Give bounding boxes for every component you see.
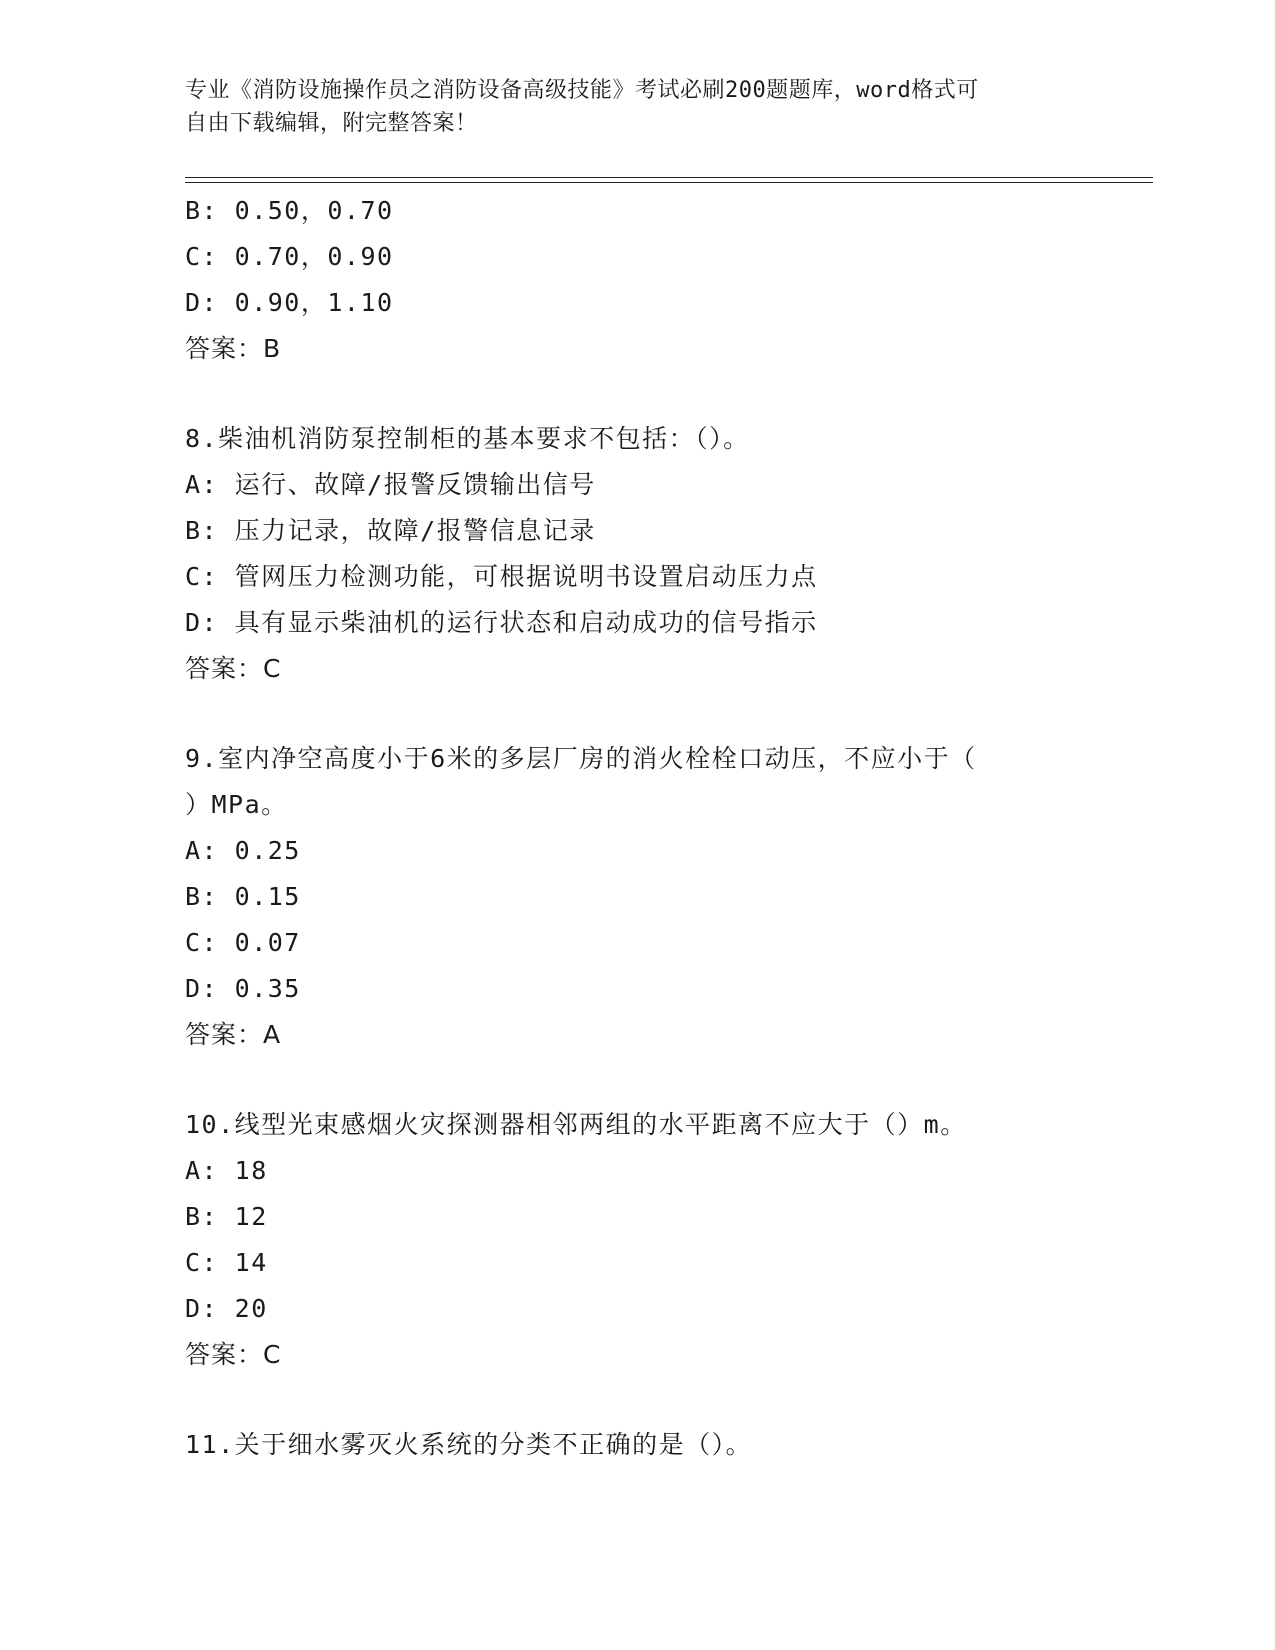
header-line-1: 专业《消防设施操作员之消防设备高级技能》考试必刷200题题库，word格式可 xyxy=(185,78,979,103)
option-a: A: 18 xyxy=(185,1156,268,1185)
prev-question-block xyxy=(185,188,1085,372)
option-d: D: 0.90，1.10 xyxy=(185,288,394,317)
header-line-2: 自由下载编辑，附完整答案！ xyxy=(185,111,478,136)
option-c: C: 管网压力检测功能，可根据说明书设置启动压力点 xyxy=(185,562,818,591)
question-block-9 xyxy=(185,736,1085,1058)
question-stem: 9.室内净空高度小于6米的多层厂房的消火栓栓口动压，不应小于（ xyxy=(185,744,977,773)
answer-line: 答案：C xyxy=(185,1340,282,1369)
question-stem: 8.柴油机消防泵控制柜的基本要求不包括：（）。 xyxy=(185,424,750,453)
header-divider-top xyxy=(185,177,1153,178)
header-divider-bottom xyxy=(185,182,1153,183)
option-d: D: 具有显示柴油机的运行状态和启动成功的信号指示 xyxy=(185,608,818,637)
question-stem-continued: ）MPa。 xyxy=(185,790,288,819)
option-b: B: 0.50，0.70 xyxy=(185,196,394,225)
option-c: C: 14 xyxy=(185,1248,268,1277)
answer-line: 答案：A xyxy=(185,1020,282,1049)
question-stem: 10.线型光束感烟火灾探测器相邻两组的水平距离不应大于（）m。 xyxy=(185,1110,967,1139)
option-a: A: 运行、故障/报警反馈输出信号 xyxy=(185,470,596,499)
answer-line: 答案：C xyxy=(185,654,282,683)
question-block-8 xyxy=(185,416,1085,692)
option-c: C: 0.70，0.90 xyxy=(185,242,394,271)
option-b: B: 0.15 xyxy=(185,882,301,911)
option-a: A: 0.25 xyxy=(185,836,301,865)
question-stem: 11.关于细水雾灭火系统的分类不正确的是（）。 xyxy=(185,1430,753,1459)
question-content xyxy=(185,188,1085,1468)
question-block-10 xyxy=(185,1102,1085,1378)
question-block-11 xyxy=(185,1422,1085,1468)
document-header xyxy=(185,74,1065,140)
answer-line: 答案：B xyxy=(185,334,282,363)
option-b: B: 压力记录，故障/报警信息记录 xyxy=(185,516,596,545)
option-d: D: 0.35 xyxy=(185,974,301,1003)
option-d: D: 20 xyxy=(185,1294,268,1323)
option-b: B: 12 xyxy=(185,1202,268,1231)
option-c: C: 0.07 xyxy=(185,928,301,957)
